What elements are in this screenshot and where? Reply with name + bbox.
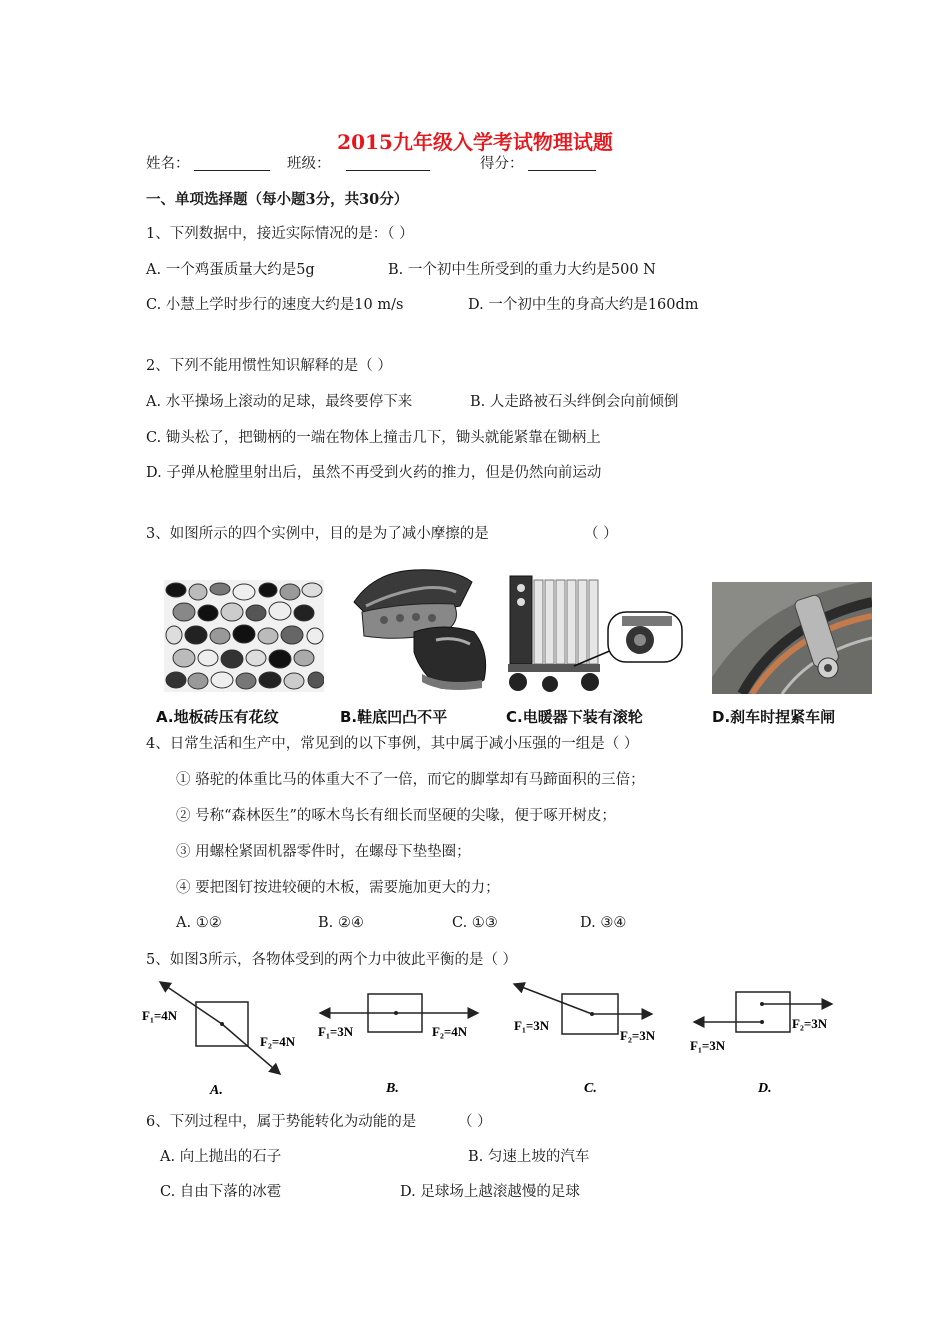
q6-option-d: D. 足球场上越滚越慢的足球 (400, 1184, 580, 1200)
q5a-f2-label: F₂=4N (260, 1034, 296, 1049)
q5b-label: B. (386, 1081, 399, 1096)
question-6-paren: （ ） (458, 1114, 492, 1130)
q4-option-b: B. ②④ (318, 915, 364, 931)
figure-floor-tiles (164, 580, 324, 692)
q1-option-b: B. 一个初中生所受到的重力大约是500 N (388, 262, 656, 278)
question-3-paren: （ ） (584, 526, 618, 542)
q1-option-d: D. 一个初中生的身高大约是160dm (468, 297, 699, 313)
q3-caption-a: A.地板砖压有花纹 (156, 708, 279, 726)
q2-option-a: A. 水平操场上滚动的足球，最终要停下来 (146, 394, 413, 410)
q4-item-1: ① 骆驼的体重比马的体重大不了一倍，而它的脚掌却有马蹄面积的三倍； (176, 772, 645, 788)
q5d-f2-label: F₂=3N (792, 1016, 828, 1031)
q2-option-b: B. 人走路被石头绊倒会向前倾倒 (470, 394, 679, 410)
section-heading: 一、单项选择题（每小题3分，共30分） (146, 191, 409, 208)
question-5-stem: 5、如图3所示，各物体受到的两个力中彼此平衡的是（ ） (146, 952, 518, 968)
q1-option-a: A. 一个鸡蛋质量大约是5g (146, 262, 315, 278)
question-6-stem: 6、下列过程中，属于势能转化为动能的是 (146, 1114, 417, 1130)
q5b-f1-label: F₁=3N (318, 1024, 354, 1039)
q4-item-2: ② 号称“森林医生”的啄木鸟长有细长而坚硬的尖喙，便于啄开树皮； (176, 808, 616, 824)
q5b-f2-label: F₂=4N (432, 1024, 468, 1039)
q5c-f1-label: F₁=3N (514, 1018, 550, 1033)
class-label: 班级： (287, 156, 331, 172)
q3-caption-c: C.电暖器下装有滚轮 (506, 708, 643, 726)
q2-option-d: D. 子弹从枪膛里射出后，虽然不再受到火药的推力，但是仍然向前运动 (146, 465, 602, 481)
score-blank[interactable] (528, 156, 596, 171)
q6-option-a: A. 向上抛出的石子 (160, 1149, 282, 1165)
force-diagram-c (508, 978, 678, 1098)
page-title: 2015九年级入学考试物理试题 (337, 130, 613, 154)
q5c-label: C. (584, 1081, 597, 1096)
question-2-stem: 2、下列不能用惯性知识解释的是（ ） (146, 358, 392, 374)
q5d-label: D. (758, 1081, 772, 1096)
force-diagram-b (316, 978, 486, 1098)
q3-caption-d: D.刹车时捏紧车闸 (712, 708, 836, 726)
force-diagram-d (686, 978, 856, 1098)
q5a-f1-label: F₁=4N (142, 1008, 178, 1023)
q3-caption-b: B.鞋底凹凸不平 (340, 708, 448, 726)
question-1-stem: 1、下列数据中，接近实际情况的是：（ ） (146, 226, 414, 242)
question-3-stem: 3、如图所示的四个实例中，目的是为了减小摩擦的是 (146, 526, 489, 542)
q2-option-c: C. 锄头松了，把锄柄的一端在物体上撞击几下，锄头就能紧靠在锄柄上 (146, 430, 601, 446)
q4-option-d: D. ③④ (580, 915, 627, 931)
q4-item-3: ③ 用螺栓紧固机器零件时，在螺母下垫垫圈； (176, 844, 471, 860)
q5a-label: A. (210, 1083, 223, 1098)
q1-option-c: C. 小慧上学时步行的速度大约是10 m/s (146, 297, 404, 313)
q4-option-c: C. ①③ (452, 915, 498, 931)
name-blank[interactable] (194, 156, 270, 171)
q4-option-a: A. ①② (176, 915, 222, 931)
q5c-f2-label: F₂=3N (620, 1028, 656, 1043)
figure-heater-with-wheels (504, 572, 686, 696)
score-label: 得分： (480, 156, 524, 172)
question-4-stem: 4、日常生活和生产中，常见到的以下事例，其中属于减小压强的一组是（ ） (146, 736, 639, 752)
q5d-f1-label: F₁=3N (690, 1038, 726, 1053)
q4-item-4: ④ 要把图钉按进较硬的木板，需要施加更大的力； (176, 880, 500, 896)
q6-option-b: B. 匀速上坡的汽车 (468, 1149, 590, 1165)
figure-shoes (344, 562, 494, 696)
class-blank[interactable] (346, 156, 430, 171)
figure-bike-brake (712, 582, 872, 694)
force-diagram-a (140, 978, 310, 1098)
q6-option-c: C. 自由下落的冰雹 (160, 1184, 282, 1200)
name-label: 姓名： (146, 156, 190, 172)
